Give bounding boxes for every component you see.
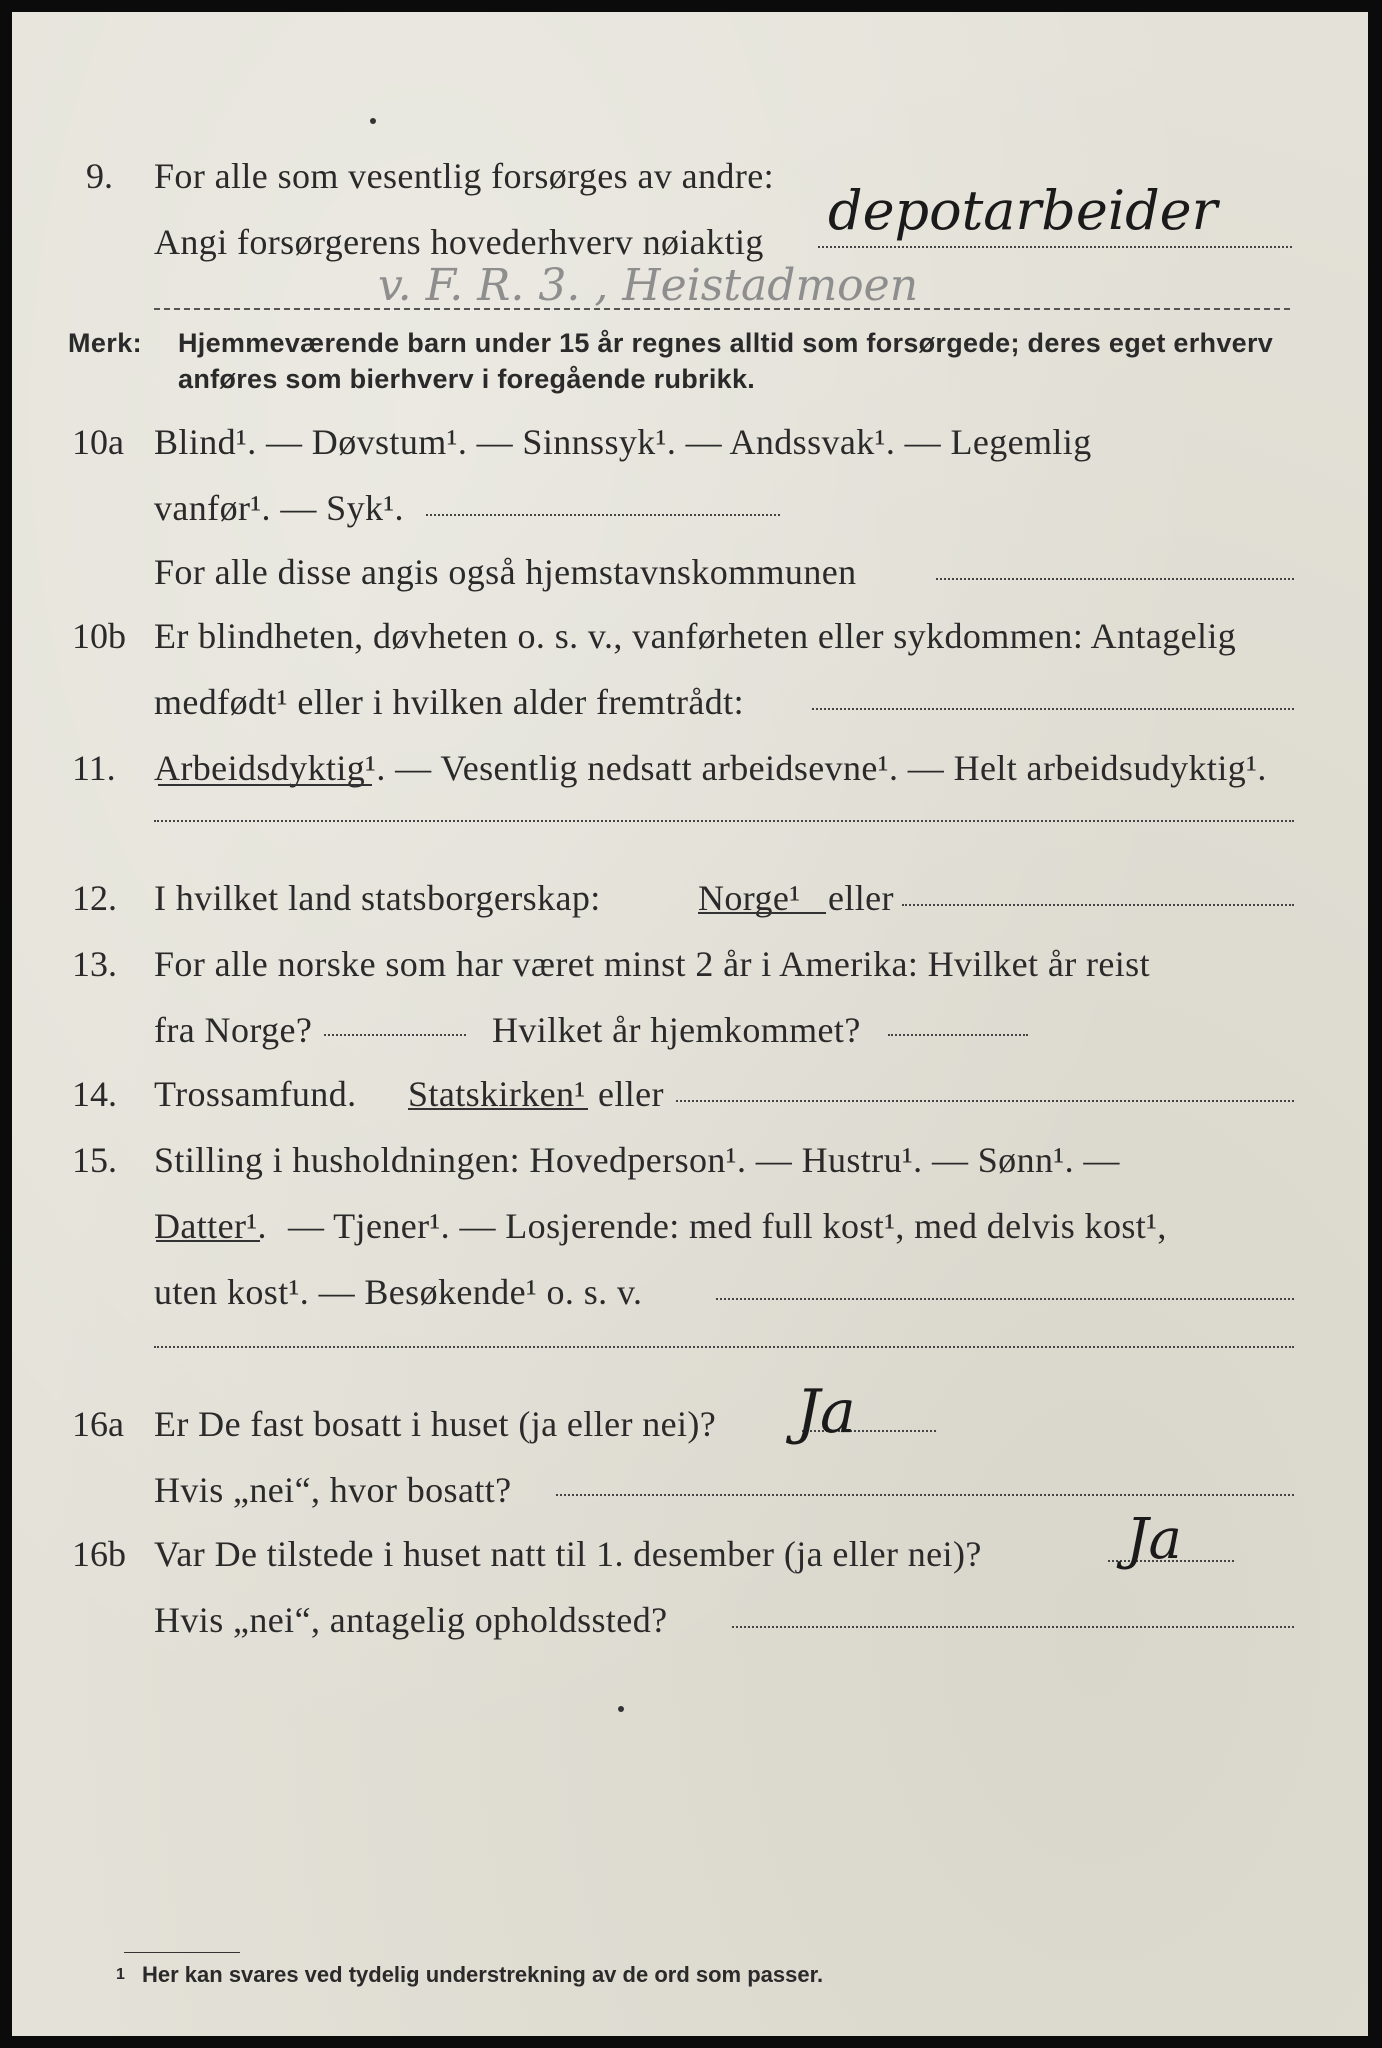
footnote-text: Her kan svares ved tydelig understrekning av de ord som passer. [142, 1962, 824, 1987]
q10a-syk-line [426, 514, 780, 516]
q13-line2b: Hvilket år hjemkommet? [492, 1010, 861, 1050]
q10a-line2: vanfør¹. — Syk¹. [154, 488, 404, 528]
q9-handwritten-occupation: depotarbeider [828, 179, 1218, 242]
q10a-line3: For alle disse angis også hjemstavnskommunen [154, 552, 857, 592]
q11-line1: Arbeidsdyktig¹. — Vesentlig nedsatt arbeidsevne¹. — Helt arbeidsudyktig¹. [154, 748, 1267, 788]
q14-statskirken: Statskirken¹ [408, 1074, 586, 1114]
q13-reist-line [324, 1034, 466, 1036]
q12-line1: I hvilket land statsborgerskap: [154, 878, 601, 918]
q9-line2: Angi forsørgerens hovederhverv nøiaktig [154, 222, 764, 262]
q12-answer-line [902, 904, 1294, 906]
q10b-number: 10b [72, 616, 126, 656]
q11-answer-line [154, 820, 1294, 822]
merk-line2: anføres som bierhverv i foregående rubrikk. [178, 364, 756, 394]
q10a-kommune-line [936, 578, 1294, 580]
merk-label: Merk: [68, 328, 143, 358]
q15-number: 15. [72, 1140, 117, 1180]
q16b-number: 16b [72, 1534, 126, 1574]
q9-number: 9. [86, 156, 113, 196]
footnote-mark: 1 [116, 1966, 125, 1983]
q16a-line1: Er De fast bosatt i huset (ja eller nei)? [154, 1404, 717, 1444]
q10a-line1: Blind¹. — Døvstum¹. — Sinnssyk¹. — Andssvak¹. — Legemlig [154, 422, 1092, 462]
q16a-number: 16a [72, 1404, 124, 1444]
q16a-line2: Hvis „nei“, hvor bosatt? [154, 1470, 512, 1510]
q9-handwritten-workplace: v. F. R. 3. , Heistadmoen [378, 260, 919, 311]
q11-number: 11. [72, 748, 116, 788]
q14-number: 14. [72, 1074, 117, 1114]
q15-line2-rest: — Tjener¹. — Losjerende: med full kost¹, med delvis kost¹, [288, 1206, 1167, 1246]
q9-answer-line [818, 246, 1292, 248]
q12-norge: Norge¹ [698, 878, 801, 918]
ink-speck [370, 118, 376, 124]
q12-number: 12. [72, 878, 117, 918]
q14-label: Trossamfund. [154, 1074, 357, 1114]
q16a-bosatt-line [556, 1494, 1294, 1496]
q14-answer-line [676, 1100, 1294, 1102]
q16b-line1: Var De tilstede i huset natt til 1. desember (ja eller nei)? [154, 1534, 982, 1574]
merk-line1: Hjemmeværende barn under 15 år regnes alltid som forsørgede; deres eget erhverv [178, 328, 1274, 358]
q13-hjemkommet-line [888, 1034, 1028, 1036]
q16a-handwritten-answer: Ja [796, 1377, 856, 1447]
census-form-page [12, 12, 1368, 2036]
q10a-number: 10a [72, 422, 124, 462]
q15-datter: Datter¹. [154, 1206, 267, 1246]
q10b-line1: Er blindheten, døvheten o. s. v., vanførheten eller sykdommen: Antagelig [154, 616, 1237, 656]
q13-line2a: fra Norge? [154, 1010, 313, 1050]
q13-number: 13. [72, 944, 117, 984]
q10b-answer-line [812, 708, 1294, 710]
ink-speck [618, 1706, 624, 1712]
footnote-rule [124, 1952, 240, 1953]
q12-underline-norge [698, 912, 826, 914]
q11-underline-arbeidsdyktig [158, 784, 372, 786]
q15-underline-datter [156, 1240, 260, 1242]
q15-line3: uten kost¹. — Besøkende¹ o. s. v. [154, 1272, 643, 1312]
q14-underline-statskirken [408, 1108, 588, 1110]
q12-eller: eller [828, 878, 894, 918]
q16b-line2: Hvis „nei“, antagelig opholdssted? [154, 1600, 668, 1640]
q15-line1: Stilling i husholdningen: Hovedperson¹. — Hustru¹. — Sønn¹. — [154, 1140, 1120, 1180]
q16b-opholdssted-line [732, 1626, 1294, 1628]
q9-line1: For alle som vesentlig forsørges av andre: [154, 156, 774, 196]
q13-line1: For alle norske som har været minst 2 år i Amerika: Hvilket år reist [154, 944, 1150, 984]
q15-answer-line1 [716, 1298, 1294, 1300]
q16b-handwritten-answer: Ja [1126, 1507, 1182, 1572]
q14-eller: eller [598, 1074, 664, 1114]
q15-answer-line2 [154, 1346, 1294, 1348]
q10b-line2: medfødt¹ eller i hvilken alder fremtrådt: [154, 682, 744, 722]
